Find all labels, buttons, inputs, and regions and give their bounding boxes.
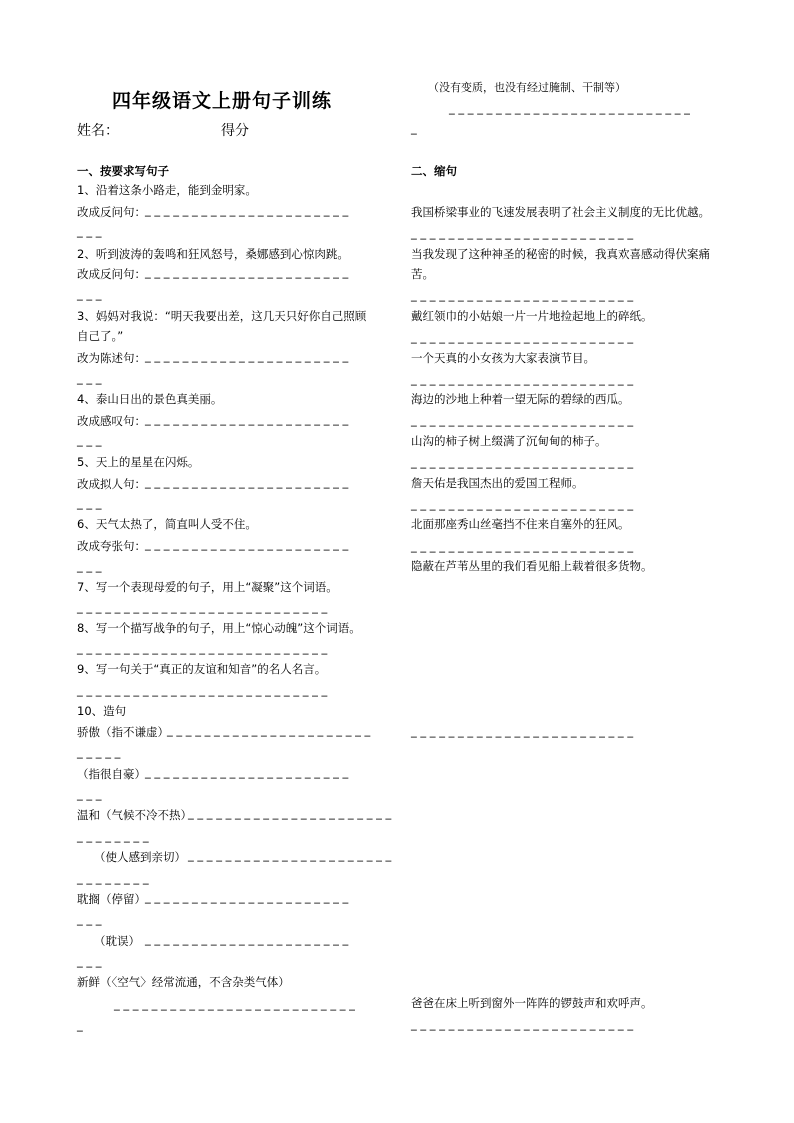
question-2: 2、听到波涛的轰鸣和狂风怒号，桑娜感到心惊肉跳。 <box>77 247 349 261</box>
answer-blank-cont[interactable]: _ _ _ <box>77 433 102 447</box>
answer-blank[interactable]: _ _ _ _ _ _ _ _ _ _ _ _ _ _ _ _ _ _ _ _ _ _ _ _ <box>411 288 634 302</box>
sentence-10: 爸爸在床上听到窗外一阵阵的锣鼓声和欢呼声。 <box>411 996 653 1010</box>
answer-blank[interactable]: _ _ _ _ _ _ _ _ _ _ _ _ _ _ _ _ _ _ _ _ _ _ _ _ <box>411 724 634 738</box>
answer-blank-cont[interactable]: _ _ _ <box>77 787 102 801</box>
question-3-line2: 自己了。” <box>77 329 124 343</box>
word-1: 骄傲（指不谦虚） <box>77 725 169 739</box>
word-4: （使人感到亲切） <box>94 850 186 864</box>
header-note-blank[interactable]: _ _ _ _ _ _ _ _ _ _ _ _ _ _ _ _ _ _ _ _ _ _ _ _ _ _ <box>449 101 690 115</box>
question-4: 4、泰山日出的景色真美丽。 <box>77 392 223 406</box>
answer-blank-cont[interactable]: _ _ _ _ _ <box>77 745 121 759</box>
answer-blank[interactable]: _ _ _ _ _ _ _ _ _ _ _ _ _ _ _ _ _ _ _ _ _ _ _ _ <box>411 372 634 386</box>
answer-blank-cont[interactable]: _ _ _ <box>77 371 102 385</box>
question-1-prompt: 改成反问句： <box>77 205 146 219</box>
sentence-5: 海边的沙地上种着一望无际的碧绿的西瓜。 <box>411 392 630 406</box>
header-note: （没有变质，也没有经过腌制、干制等） <box>428 81 626 94</box>
answer-blank-cont[interactable]: _ _ _ <box>77 496 102 510</box>
answer-blank-cont[interactable]: _ _ _ _ _ _ _ _ <box>77 829 149 843</box>
answer-blank[interactable]: _ _ _ _ _ _ _ _ _ _ _ _ _ _ _ _ _ _ _ _ _ _ <box>145 932 349 946</box>
answer-blank[interactable]: _ _ _ _ _ _ _ _ _ _ _ _ _ _ _ _ _ _ _ _ _ _ <box>188 848 392 862</box>
sentence-2-line1: 当我发现了这种神圣的秘密的时候，我真欢喜感动得伏案痛 <box>411 247 710 261</box>
question-5: 5、天上的星星在闪烁。 <box>77 455 200 469</box>
answer-blank-cont[interactable]: _ _ _ <box>77 954 102 968</box>
sentence-3: 戴红领巾的小姑娘一片一片地捡起地上的碎纸。 <box>411 309 653 323</box>
answer-blank[interactable]: _ _ _ _ _ _ _ _ _ _ _ _ _ _ _ _ _ _ _ _ _ _ <box>145 265 349 279</box>
sentence-6: 山沟的柿子树上缀满了沉甸甸的柿子。 <box>411 434 607 448</box>
score-label: 得分 <box>221 123 249 139</box>
answer-blank[interactable]: _ _ _ _ _ _ _ _ _ _ _ _ _ _ _ _ _ _ _ _ _ _ <box>188 806 392 820</box>
question-4-prompt: 改成感叹句： <box>77 414 146 428</box>
question-7: 7、写一个表现母爱的句子，用上“凝聚”这个词语。 <box>77 580 338 594</box>
word-2: （指很自豪） <box>77 767 146 781</box>
question-3-prompt: 改为陈述句： <box>77 351 146 365</box>
sentence-2-line2: 苦。 <box>411 267 434 281</box>
answer-blank-cont[interactable]: _ _ _ <box>77 559 102 573</box>
sentence-7: 詹天佑是我国杰出的爱国工程师。 <box>411 476 584 490</box>
answer-blank-cont[interactable]: _ _ _ _ _ _ _ _ <box>77 871 149 885</box>
sentence-4: 一个天真的小女孩为大家表演节目。 <box>411 351 595 365</box>
answer-blank[interactable]: _ _ _ _ _ _ _ _ _ _ _ _ _ _ _ _ _ _ _ _ _ _ <box>167 723 371 737</box>
answer-blank[interactable]: _ _ _ _ _ _ _ _ _ _ _ _ _ _ _ _ _ _ _ _ _ _ _ _ _ _ _ <box>77 600 328 614</box>
word-7: 新鲜（〈空气〉经常流通，不含杂类气体） <box>77 975 290 989</box>
word-3: 温和（气候不冷不热） <box>77 808 192 822</box>
sentence-8: 北面那座秀山丝毫挡不住来自塞外的狂风。 <box>411 517 630 531</box>
question-10: 10、造句 <box>77 704 127 718</box>
sentence-9: 隐蔽在芦苇丛里的我们看见船上载着很多货物。 <box>411 559 653 573</box>
question-1: 1、沿着这条小路走，能到金明家。 <box>77 183 257 197</box>
page-title: 四年级语文上册句子训练 <box>112 90 333 112</box>
answer-blank[interactable]: _ _ _ _ _ _ _ _ _ _ _ _ _ _ _ _ _ _ _ _ _ _ <box>145 349 349 363</box>
question-6-prompt: 改成夸张句： <box>77 539 146 553</box>
answer-blank[interactable]: _ _ _ _ _ _ _ _ _ _ _ _ _ _ _ _ _ _ _ _ _ _ <box>145 412 349 426</box>
name-label: 姓名： <box>77 123 119 139</box>
answer-blank[interactable]: _ _ _ _ _ _ _ _ _ _ _ _ _ _ _ _ _ _ _ _ _ _ <box>145 475 349 489</box>
question-2-prompt: 改成反问句： <box>77 267 146 281</box>
answer-blank-cont[interactable]: _ _ _ <box>77 287 102 301</box>
question-3-line1: 3、妈妈对我说：“明天我要出差，这几天只好你自己照顾 <box>77 309 367 323</box>
answer-blank[interactable]: _ _ _ _ _ _ _ _ _ _ _ _ _ _ _ _ _ _ _ _ _ _ _ _ _ _ _ <box>77 641 328 655</box>
answer-blank[interactable]: _ _ _ _ _ _ _ _ _ _ _ _ _ _ _ _ _ _ _ _ _ _ <box>145 765 349 779</box>
answer-blank[interactable]: _ _ _ _ _ _ _ _ _ _ _ _ _ _ _ _ _ _ _ _ _ _ _ _ <box>411 413 634 427</box>
answer-blank-cont[interactable]: _ <box>77 1018 83 1032</box>
answer-blank-cont[interactable]: _ _ _ <box>77 912 102 926</box>
answer-blank[interactable]: _ _ _ _ _ _ _ _ _ _ _ _ _ _ _ _ _ _ _ _ _ _ _ _ <box>411 539 634 553</box>
answer-blank[interactable]: _ _ _ _ _ _ _ _ _ _ _ _ _ _ _ _ _ _ _ _ _ _ _ _ <box>411 497 634 511</box>
header-note-blank-cont[interactable]: _ <box>411 121 417 135</box>
answer-blank[interactable]: _ _ _ _ _ _ _ _ _ _ _ _ _ _ _ _ _ _ _ _ _ _ _ _ <box>411 226 634 240</box>
word-6: （耽误） <box>94 934 140 948</box>
question-9: 9、写一句关于“真正的友谊和知音”的名人名言。 <box>77 662 327 676</box>
answer-blank[interactable]: _ _ _ _ _ _ _ _ _ _ _ _ _ _ _ _ _ _ _ _ _ _ _ _ <box>411 455 634 469</box>
answer-blank[interactable]: _ _ _ _ _ _ _ _ _ _ _ _ _ _ _ _ _ _ _ _ _ _ <box>145 537 349 551</box>
answer-blank-cont[interactable]: _ _ _ <box>77 224 102 238</box>
question-8: 8、写一个描写战争的句子，用上“惊心动魄”这个词语。 <box>77 621 361 635</box>
section-heading-rewrite: 一、按要求写句子 <box>77 164 169 178</box>
answer-blank[interactable]: _ _ _ _ _ _ _ _ _ _ _ _ _ _ _ _ _ _ _ _ _ _ _ _ <box>411 1017 634 1031</box>
sentence-1: 我国桥梁事业的飞速发展表明了社会主义制度的无比优越。 <box>411 205 710 219</box>
section-heading-condense: 二、缩句 <box>411 164 457 178</box>
question-5-prompt: 改成拟人句： <box>77 477 146 491</box>
answer-blank[interactable]: _ _ _ _ _ _ _ _ _ _ _ _ _ _ _ _ _ _ _ _ _ _ <box>145 203 349 217</box>
answer-blank[interactable]: _ _ _ _ _ _ _ _ _ _ _ _ _ _ _ _ _ _ _ _ _ _ <box>145 890 349 904</box>
answer-blank[interactable]: _ _ _ _ _ _ _ _ _ _ _ _ _ _ _ _ _ _ _ _ _ _ _ _ <box>411 330 634 344</box>
answer-blank[interactable]: _ _ _ _ _ _ _ _ _ _ _ _ _ _ _ _ _ _ _ _ _ _ _ _ _ _ _ <box>77 683 328 697</box>
question-6: 6、天气太热了，简直叫人受不住。 <box>77 517 257 531</box>
word-5: 耽搁（停留） <box>77 892 146 906</box>
answer-blank[interactable]: _ _ _ _ _ _ _ _ _ _ _ _ _ _ _ _ _ _ _ _ _ _ _ _ _ _ <box>114 997 355 1011</box>
